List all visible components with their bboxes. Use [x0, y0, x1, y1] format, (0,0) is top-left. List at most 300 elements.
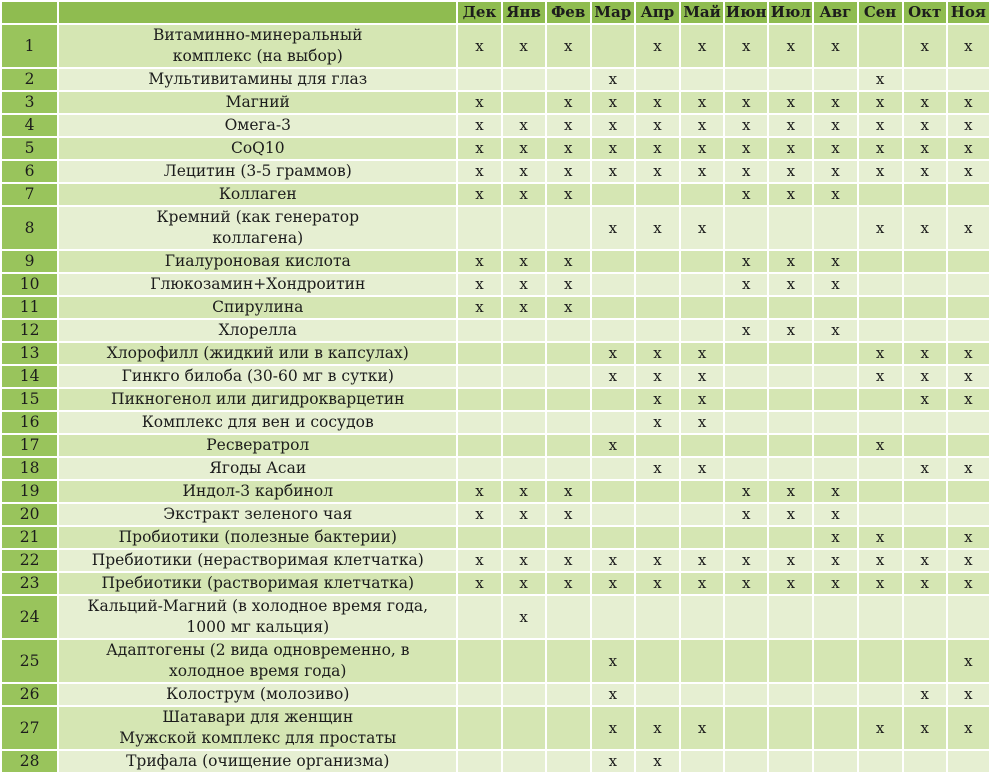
month-mark-cell: x	[457, 91, 501, 114]
table-row	[1, 319, 990, 342]
month-mark-cell	[947, 296, 990, 319]
month-mark-cell: x	[903, 706, 947, 750]
month-mark-cell: x	[546, 503, 591, 526]
month-mark-cell	[680, 526, 724, 549]
month-mark-cell: x	[680, 706, 724, 750]
month-mark-cell	[903, 750, 947, 773]
month-mark-cell	[591, 273, 635, 296]
month-mark-cell: x	[502, 503, 546, 526]
month-mark-cell	[903, 296, 947, 319]
month-mark-cell: x	[502, 160, 546, 183]
month-mark-cell: x	[680, 388, 724, 411]
month-mark-cell	[768, 388, 813, 411]
month-mark-cell: x	[903, 365, 947, 388]
month-mark-cell	[724, 206, 768, 250]
month-mark-cell: x	[947, 160, 990, 183]
table-row	[1, 434, 990, 457]
month-mark-cell: x	[635, 411, 680, 434]
month-mark-cell: x	[457, 503, 501, 526]
month-mark-cell	[858, 457, 903, 480]
month-mark-cell: x	[457, 250, 501, 273]
month-mark-cell: x	[903, 342, 947, 365]
month-mark-cell	[457, 388, 501, 411]
header-row	[1, 1, 990, 24]
month-mark-cell	[457, 68, 501, 91]
row-number: 21	[1, 526, 58, 549]
month-mark-cell: x	[591, 160, 635, 183]
month-mark-cell	[502, 526, 546, 549]
month-mark-cell	[813, 639, 857, 683]
month-mark-cell	[813, 457, 857, 480]
month-mark-cell: x	[457, 549, 501, 572]
month-mark-cell	[858, 296, 903, 319]
table-row	[1, 137, 990, 160]
month-mark-cell	[502, 639, 546, 683]
month-mark-cell: x	[546, 137, 591, 160]
month-mark-cell	[813, 296, 857, 319]
month-mark-cell: x	[724, 114, 768, 137]
month-header: Янв	[502, 1, 546, 24]
month-mark-cell	[457, 206, 501, 250]
month-mark-cell: x	[591, 549, 635, 572]
month-mark-cell: x	[903, 206, 947, 250]
month-mark-cell	[591, 595, 635, 639]
month-mark-cell	[813, 411, 857, 434]
month-mark-cell: x	[947, 526, 990, 549]
month-mark-cell	[813, 595, 857, 639]
row-number: 16	[1, 411, 58, 434]
month-mark-cell	[502, 365, 546, 388]
month-mark-cell	[591, 183, 635, 206]
month-mark-cell	[457, 639, 501, 683]
month-mark-cell: x	[947, 683, 990, 706]
month-mark-cell: x	[858, 434, 903, 457]
month-mark-cell: x	[680, 572, 724, 595]
month-mark-cell: x	[858, 526, 903, 549]
supplement-name: Комплекс для вен и сосудов	[58, 411, 457, 434]
table-row	[1, 24, 990, 68]
month-mark-cell	[813, 750, 857, 773]
month-mark-cell	[724, 750, 768, 773]
table-row	[1, 503, 990, 526]
month-mark-cell	[680, 68, 724, 91]
month-mark-cell: x	[768, 183, 813, 206]
month-mark-cell	[903, 595, 947, 639]
month-mark-cell	[546, 706, 591, 750]
supplement-name: Омега-3	[58, 114, 457, 137]
table-row	[1, 296, 990, 319]
month-mark-cell: x	[813, 250, 857, 273]
table-row	[1, 91, 990, 114]
row-number: 1	[1, 24, 58, 68]
month-mark-cell	[903, 503, 947, 526]
month-mark-cell: x	[635, 365, 680, 388]
table-row	[1, 273, 990, 296]
month-mark-cell	[947, 480, 990, 503]
month-mark-cell	[903, 250, 947, 273]
month-mark-cell	[591, 250, 635, 273]
month-mark-cell: x	[546, 250, 591, 273]
month-mark-cell: x	[457, 114, 501, 137]
month-mark-cell	[635, 68, 680, 91]
supplement-name: CoQ10	[58, 137, 457, 160]
month-mark-cell: x	[724, 549, 768, 572]
month-mark-cell	[680, 319, 724, 342]
month-mark-cell	[680, 273, 724, 296]
month-mark-cell	[724, 683, 768, 706]
month-mark-cell: x	[858, 160, 903, 183]
month-mark-cell: x	[903, 24, 947, 68]
month-mark-cell: x	[502, 250, 546, 273]
month-mark-cell: x	[502, 273, 546, 296]
month-mark-cell: x	[591, 206, 635, 250]
month-mark-cell	[457, 342, 501, 365]
supplement-name: Хлорофилл (жидкий или в капсулах)	[58, 342, 457, 365]
month-mark-cell	[724, 342, 768, 365]
month-mark-cell	[591, 411, 635, 434]
month-mark-cell: x	[591, 572, 635, 595]
month-mark-cell	[903, 183, 947, 206]
month-mark-cell	[724, 706, 768, 750]
month-mark-cell: x	[903, 160, 947, 183]
month-mark-cell: x	[724, 24, 768, 68]
month-mark-cell	[724, 457, 768, 480]
month-mark-cell	[635, 250, 680, 273]
month-mark-cell: x	[591, 365, 635, 388]
month-mark-cell: x	[903, 549, 947, 572]
month-mark-cell	[724, 365, 768, 388]
month-mark-cell	[947, 595, 990, 639]
month-header: Июн	[724, 1, 768, 24]
month-mark-cell	[947, 411, 990, 434]
month-mark-cell: x	[680, 160, 724, 183]
month-mark-cell: x	[858, 137, 903, 160]
month-mark-cell	[502, 750, 546, 773]
month-mark-cell: x	[502, 480, 546, 503]
month-mark-cell: x	[903, 457, 947, 480]
month-mark-cell: x	[858, 342, 903, 365]
month-mark-cell	[813, 365, 857, 388]
month-mark-cell: x	[813, 503, 857, 526]
month-mark-cell	[680, 183, 724, 206]
month-mark-cell	[635, 319, 680, 342]
table-row	[1, 595, 990, 639]
month-mark-cell: x	[903, 91, 947, 114]
month-mark-cell	[947, 319, 990, 342]
month-header: Июл	[768, 1, 813, 24]
month-mark-cell	[635, 434, 680, 457]
month-mark-cell: x	[502, 296, 546, 319]
month-mark-cell	[502, 206, 546, 250]
month-mark-cell	[768, 639, 813, 683]
month-header: Апр	[635, 1, 680, 24]
table-row	[1, 388, 990, 411]
month-mark-cell: x	[546, 572, 591, 595]
month-mark-cell: x	[635, 160, 680, 183]
month-mark-cell	[635, 683, 680, 706]
month-mark-cell	[546, 457, 591, 480]
month-mark-cell	[680, 595, 724, 639]
supplement-name: Трифала (очищение организма)	[58, 750, 457, 773]
month-mark-cell	[635, 526, 680, 549]
supplement-name: Пребиотики (нерастворимая клетчатка)	[58, 549, 457, 572]
month-mark-cell: x	[813, 526, 857, 549]
month-mark-cell: x	[724, 91, 768, 114]
supplement-name: Глюкозамин+Хондроитин	[58, 273, 457, 296]
month-mark-cell: x	[680, 549, 724, 572]
month-mark-cell: x	[768, 160, 813, 183]
month-mark-cell	[768, 296, 813, 319]
month-mark-cell: x	[858, 365, 903, 388]
month-mark-cell: x	[635, 750, 680, 773]
row-number: 27	[1, 706, 58, 750]
month-mark-cell	[635, 273, 680, 296]
month-mark-cell	[768, 411, 813, 434]
table-row	[1, 411, 990, 434]
month-mark-cell: x	[768, 137, 813, 160]
month-mark-cell	[591, 526, 635, 549]
month-mark-cell: x	[502, 572, 546, 595]
row-number: 24	[1, 595, 58, 639]
month-mark-cell: x	[680, 137, 724, 160]
month-mark-cell: x	[858, 68, 903, 91]
month-mark-cell: x	[947, 114, 990, 137]
supplement-name: Пребиотики (растворимая клетчатка)	[58, 572, 457, 595]
table-row	[1, 160, 990, 183]
month-mark-cell: x	[502, 137, 546, 160]
month-mark-cell: x	[768, 549, 813, 572]
month-mark-cell: x	[768, 250, 813, 273]
row-number: 17	[1, 434, 58, 457]
month-mark-cell: x	[947, 388, 990, 411]
month-mark-cell: x	[457, 480, 501, 503]
month-mark-cell: x	[858, 114, 903, 137]
row-number: 19	[1, 480, 58, 503]
month-header: Авг	[813, 1, 857, 24]
month-mark-cell	[903, 639, 947, 683]
month-mark-cell	[768, 683, 813, 706]
month-mark-cell	[502, 319, 546, 342]
month-mark-cell	[813, 683, 857, 706]
month-mark-cell: x	[903, 137, 947, 160]
month-mark-cell: x	[947, 457, 990, 480]
month-mark-cell	[502, 683, 546, 706]
month-mark-cell	[858, 750, 903, 773]
month-mark-cell	[903, 434, 947, 457]
month-mark-cell: x	[947, 706, 990, 750]
month-mark-cell: x	[768, 319, 813, 342]
month-mark-cell	[724, 434, 768, 457]
month-mark-cell	[858, 411, 903, 434]
month-mark-cell	[858, 595, 903, 639]
month-mark-cell	[724, 595, 768, 639]
month-mark-cell: x	[635, 572, 680, 595]
month-mark-cell: x	[591, 434, 635, 457]
month-mark-cell	[903, 526, 947, 549]
month-mark-cell: x	[635, 388, 680, 411]
month-mark-cell	[546, 750, 591, 773]
row-number: 23	[1, 572, 58, 595]
row-number: 3	[1, 91, 58, 114]
table-row	[1, 683, 990, 706]
row-number: 2	[1, 68, 58, 91]
supplement-name: Гинкго билоба (30-60 мг в сутки)	[58, 365, 457, 388]
month-mark-cell	[813, 68, 857, 91]
supplement-name: Гиалуроновая кислота	[58, 250, 457, 273]
month-mark-cell	[858, 639, 903, 683]
month-mark-cell: x	[591, 91, 635, 114]
table-row	[1, 526, 990, 549]
month-mark-cell	[680, 639, 724, 683]
month-mark-cell: x	[768, 480, 813, 503]
month-mark-cell: x	[457, 24, 501, 68]
month-mark-cell: x	[546, 160, 591, 183]
month-mark-cell: x	[502, 595, 546, 639]
month-mark-cell	[457, 319, 501, 342]
month-mark-cell: x	[502, 114, 546, 137]
month-mark-cell	[768, 365, 813, 388]
supplement-name: Витаминно-минеральный комплекс (на выбор)	[58, 24, 457, 68]
month-mark-cell: x	[457, 273, 501, 296]
month-mark-cell	[591, 296, 635, 319]
month-mark-cell	[502, 434, 546, 457]
month-mark-cell	[591, 480, 635, 503]
month-mark-cell	[546, 68, 591, 91]
month-mark-cell	[680, 683, 724, 706]
month-mark-cell: x	[947, 549, 990, 572]
month-mark-cell: x	[813, 480, 857, 503]
row-number: 20	[1, 503, 58, 526]
month-mark-cell: x	[680, 411, 724, 434]
month-mark-cell	[546, 319, 591, 342]
month-mark-cell: x	[502, 24, 546, 68]
row-number: 10	[1, 273, 58, 296]
month-mark-cell	[502, 706, 546, 750]
month-mark-cell: x	[813, 183, 857, 206]
month-mark-cell: x	[724, 160, 768, 183]
month-mark-cell: x	[591, 68, 635, 91]
header-number-cell	[1, 1, 58, 24]
month-mark-cell	[768, 526, 813, 549]
month-mark-cell	[591, 457, 635, 480]
month-mark-cell: x	[546, 296, 591, 319]
supplement-name: Колострум (молозиво)	[58, 683, 457, 706]
month-mark-cell	[858, 319, 903, 342]
month-mark-cell: x	[635, 706, 680, 750]
month-mark-cell: x	[546, 480, 591, 503]
month-mark-cell	[502, 457, 546, 480]
month-mark-cell	[546, 595, 591, 639]
month-mark-cell: x	[813, 273, 857, 296]
month-mark-cell	[858, 480, 903, 503]
table-row	[1, 480, 990, 503]
month-mark-cell	[947, 68, 990, 91]
row-number: 26	[1, 683, 58, 706]
month-mark-cell	[457, 595, 501, 639]
month-mark-cell	[546, 683, 591, 706]
month-mark-cell: x	[947, 639, 990, 683]
month-mark-cell: x	[635, 137, 680, 160]
month-mark-cell: x	[724, 480, 768, 503]
month-mark-cell: x	[813, 572, 857, 595]
month-mark-cell	[680, 750, 724, 773]
month-mark-cell: x	[591, 639, 635, 683]
month-mark-cell: x	[768, 91, 813, 114]
month-mark-cell: x	[457, 572, 501, 595]
supplement-name: Ягоды Асаи	[58, 457, 457, 480]
month-mark-cell	[635, 480, 680, 503]
row-number: 11	[1, 296, 58, 319]
table-row	[1, 706, 990, 750]
month-mark-cell	[947, 750, 990, 773]
table-row	[1, 365, 990, 388]
table-row	[1, 342, 990, 365]
month-mark-cell	[724, 68, 768, 91]
month-mark-cell: x	[813, 549, 857, 572]
month-mark-cell: x	[947, 91, 990, 114]
month-mark-cell	[858, 503, 903, 526]
table-body	[1, 24, 990, 773]
month-mark-cell: x	[947, 206, 990, 250]
month-mark-cell: x	[724, 250, 768, 273]
month-mark-cell: x	[858, 706, 903, 750]
month-mark-cell: x	[680, 114, 724, 137]
supplement-name: Индол-3 карбинол	[58, 480, 457, 503]
month-mark-cell: x	[813, 319, 857, 342]
month-mark-cell: x	[591, 706, 635, 750]
month-mark-cell: x	[858, 549, 903, 572]
table-row	[1, 206, 990, 250]
month-mark-cell	[502, 342, 546, 365]
month-mark-cell	[591, 24, 635, 68]
month-mark-cell	[680, 480, 724, 503]
month-mark-cell	[502, 68, 546, 91]
month-mark-cell	[813, 434, 857, 457]
month-mark-cell: x	[768, 114, 813, 137]
month-mark-cell	[903, 68, 947, 91]
row-number: 14	[1, 365, 58, 388]
month-mark-cell	[858, 273, 903, 296]
month-mark-cell	[635, 639, 680, 683]
month-mark-cell: x	[591, 342, 635, 365]
month-mark-cell	[546, 342, 591, 365]
month-mark-cell	[813, 342, 857, 365]
table-row	[1, 114, 990, 137]
month-mark-cell	[768, 750, 813, 773]
month-mark-cell	[947, 250, 990, 273]
month-mark-cell	[768, 68, 813, 91]
month-mark-cell	[858, 250, 903, 273]
month-mark-cell	[457, 706, 501, 750]
month-mark-cell	[457, 434, 501, 457]
month-mark-cell	[502, 91, 546, 114]
month-mark-cell	[768, 457, 813, 480]
month-mark-cell	[947, 183, 990, 206]
month-mark-cell: x	[680, 24, 724, 68]
month-mark-cell: x	[591, 683, 635, 706]
month-mark-cell	[858, 24, 903, 68]
month-mark-cell: x	[724, 319, 768, 342]
month-mark-cell: x	[768, 572, 813, 595]
month-mark-cell	[768, 706, 813, 750]
table-row	[1, 68, 990, 91]
month-mark-cell	[768, 206, 813, 250]
month-header: Фев	[546, 1, 591, 24]
month-mark-cell: x	[813, 137, 857, 160]
supplement-name: Лецитин (3-5 граммов)	[58, 160, 457, 183]
month-mark-cell	[680, 434, 724, 457]
header-name-cell	[58, 1, 457, 24]
